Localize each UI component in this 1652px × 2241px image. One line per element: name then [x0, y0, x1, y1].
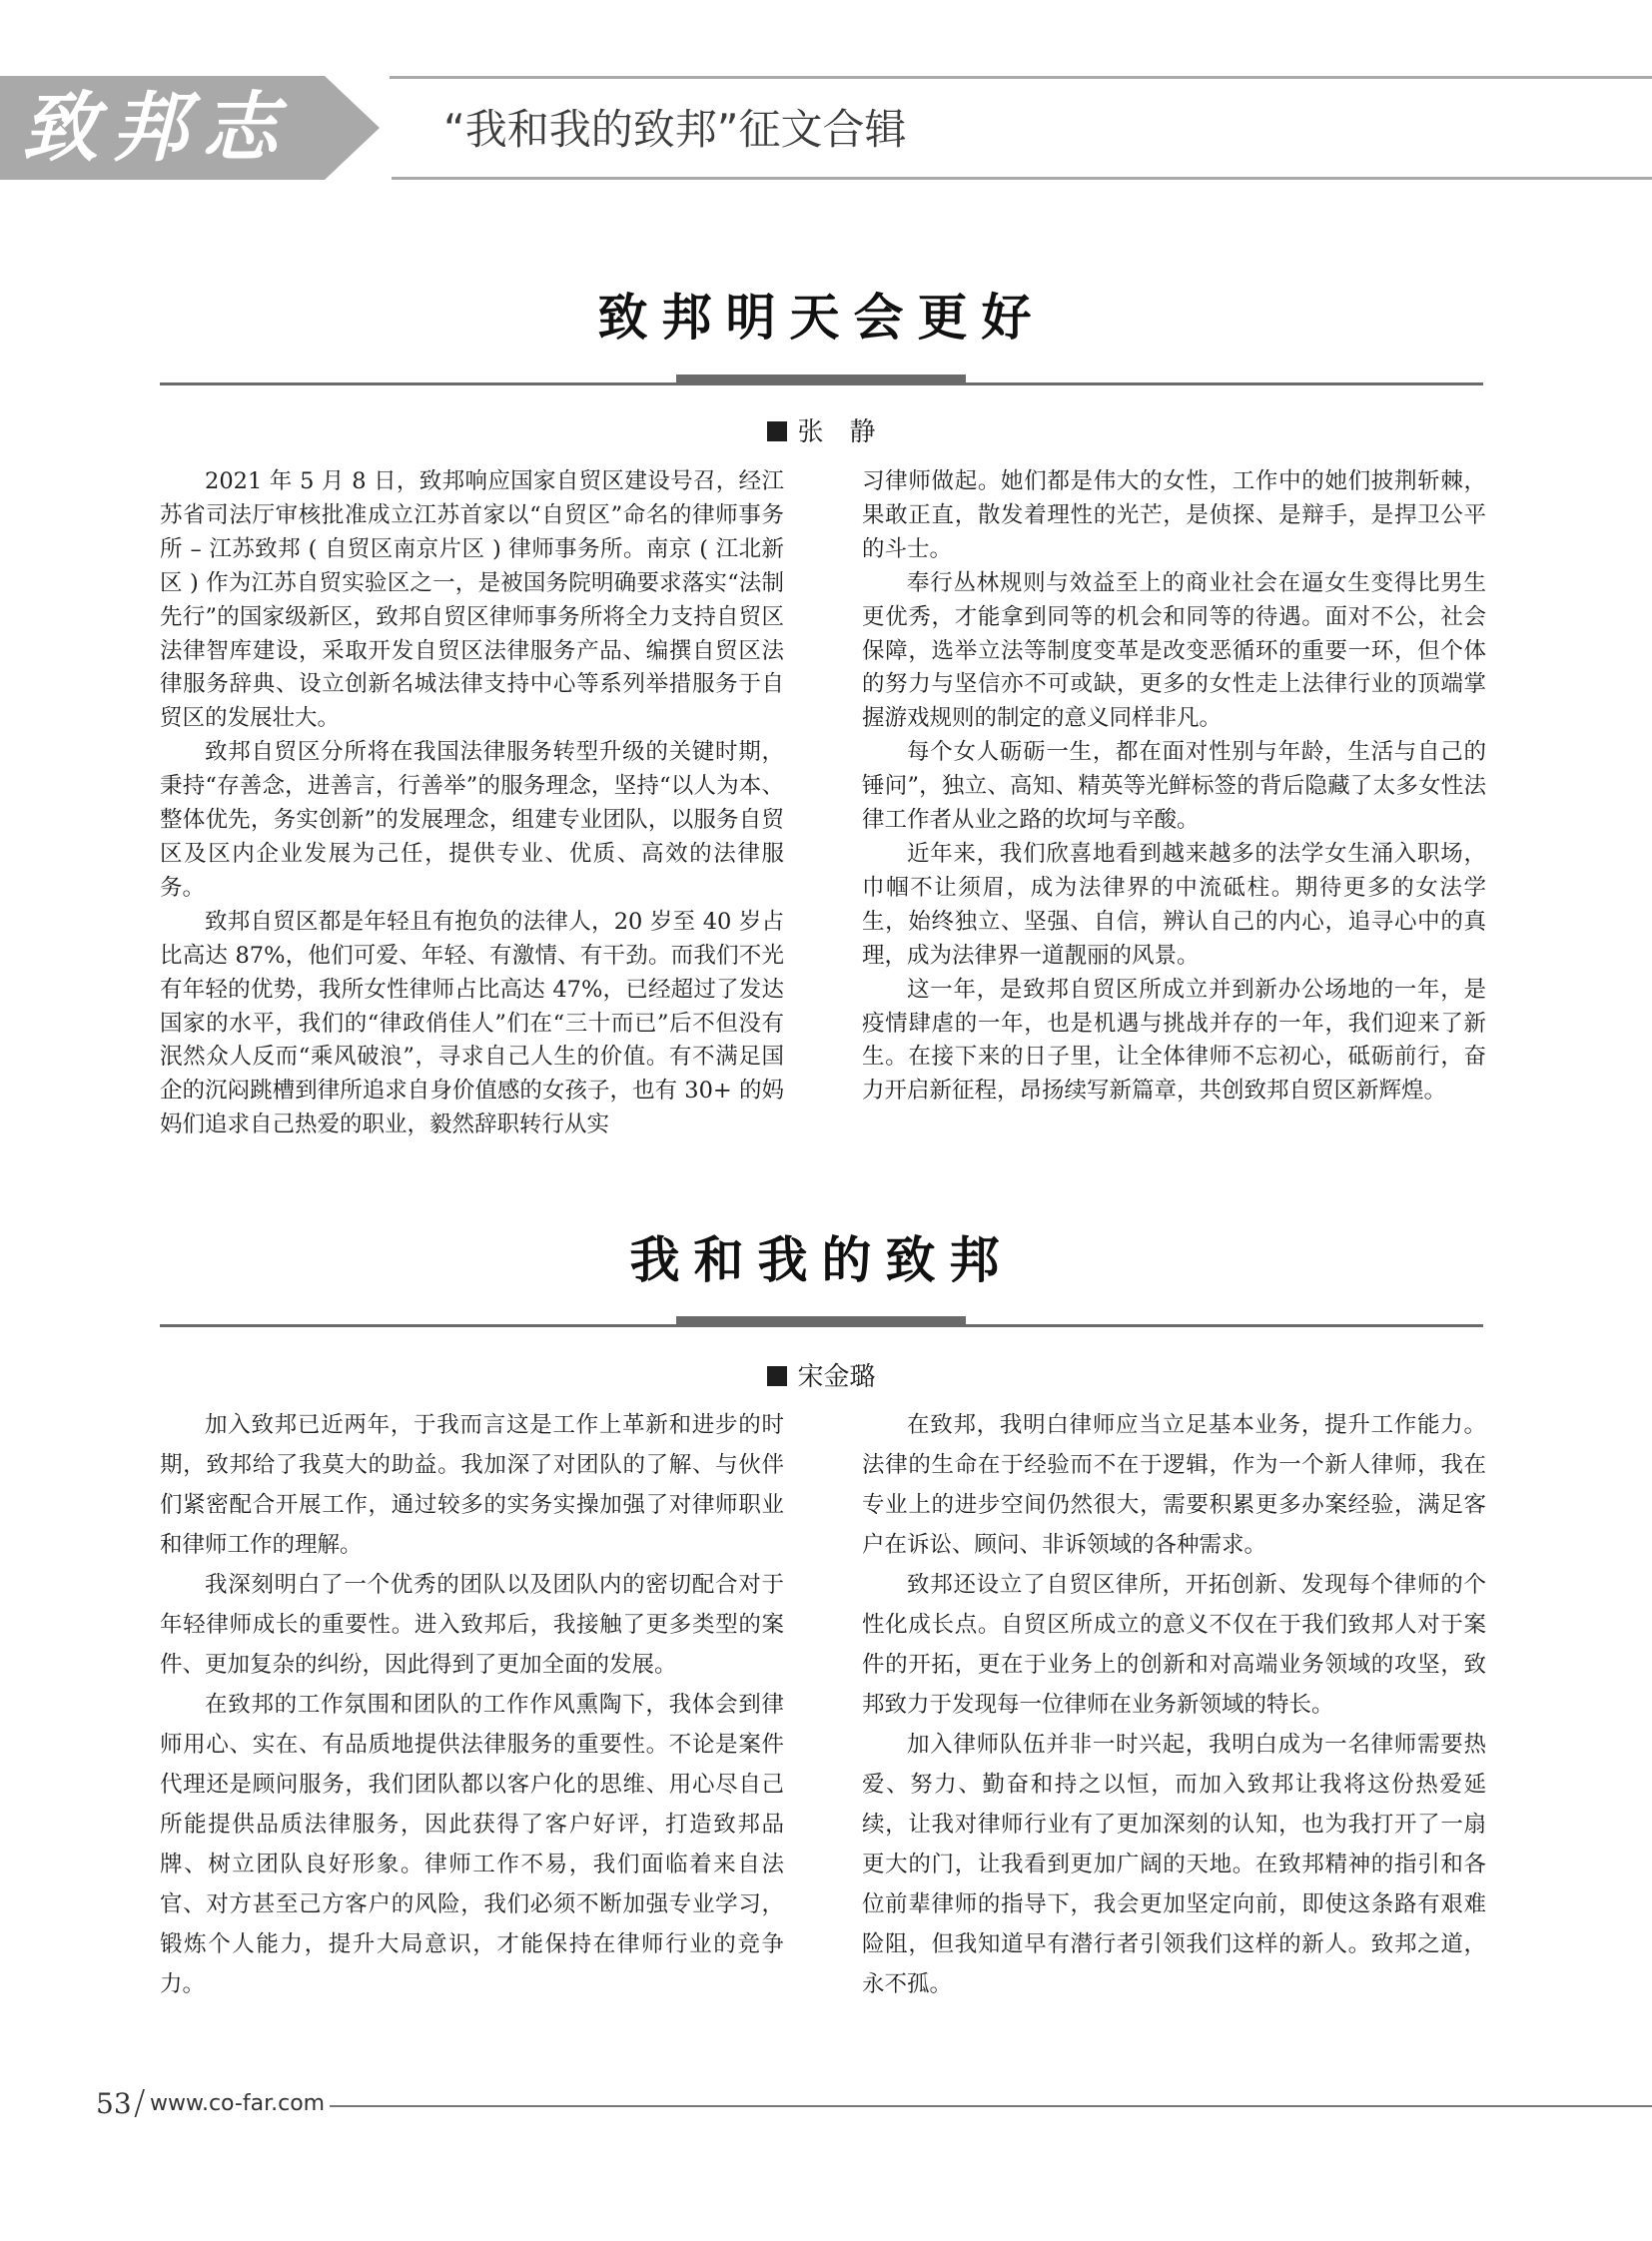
paragraph: 我深刻明白了一个优秀的团队以及团队内的密切配合对于年轻律师成长的重要性。进入致邦后，我接触了更多类型的案件、更加复杂的纠纷，因此得到了更加全面的发展。	[160, 1572, 784, 1678]
footer-separator: /	[134, 2083, 146, 2123]
footer-rule	[330, 2105, 1652, 2107]
title-rule-accent	[676, 374, 966, 385]
author-line	[160, 411, 1483, 448]
paragraph: 在致邦的工作氛围和团队的工作作风熏陶下，我体会到律师用心、实在、有品质地提供法律服务的重要性。不论是案件代理还是顾问服务，我们团队都以客户化的思维、用心尽自己所能提供品质法律服务，因此获得了客户好评，打造致邦品牌、树立团队良好形象。律师工作不易，我们面临着来自法官、对方甚至己方客户的风险，我们必须不断加强专业学习，锻炼个人能力，提升大局意识，才能保持在律师行业的竞争力。	[160, 1692, 784, 1997]
author-marker	[767, 1366, 787, 1386]
magazine-name: 致邦志	[22, 83, 292, 172]
article-column-right	[862, 465, 1486, 1109]
paragraph: 2021 年 5 月 8 日，致邦响应国家自贸区建设号召，经江苏省司法厅审核批准成立江苏首家以“自贸区”命名的律师事务所 – 江苏致邦 ( 自贸区南京片区 ) 律师事务所。南京 ( 江北新区 ) 作为江苏自贸实验区之一，是被国务院明确要求落实“法制先行”的国家级新区，致邦自贸区律师事务所将全力支持自贸区法律智库建设，采取开发自贸区法律服务产品、编撰自贸区法律服务辞典、设立创新名城法律支持中心等系列举措服务于自贸区的发展壮大。	[160, 468, 784, 732]
article-title: 我和我的致邦	[629, 1230, 1014, 1289]
paragraph: 奉行丛林规则与效益至上的商业社会在逼女生变得比男生更优秀，才能拿到同等的机会和同等的待遇。面对不公，社会保障，选举立法等制度变革是改变恶循环的重要一环，但个体的努力与坚信亦不可或缺，更多的女性走上法律行业的顶端掌握游戏规则的制定的意义同样非凡。	[862, 569, 1486, 732]
author-marker	[767, 421, 787, 441]
paragraph: 加入致邦已近两年，于我而言这是工作上革新和进步的时期，致邦给了我莫大的助益。我加深了对团队的了解、与伙伴们紧密配合开展工作，通过较多的实务实操加强了对律师职业和律师工作的理解。	[160, 1412, 784, 1558]
article-column-right	[862, 1405, 1486, 2004]
section-title: “我和我的致邦”征文合辑	[443, 105, 907, 154]
header-rule-top	[390, 76, 1652, 79]
header-rule-bottom	[392, 177, 1652, 180]
article-column-left	[160, 1405, 784, 2004]
paragraph: 这一年，是致邦自贸区所成立并到新办公场地的一年，是疫情肆虐的一年，也是机遇与挑战并存的一年，我们迎来了新生。在接下来的日子里，让全体律师不忘初心，砥砺前行，奋力开启新征程，昂扬续写新篇章，共创致邦自贸区新辉煌。	[862, 976, 1486, 1105]
title-rule-accent	[676, 1316, 966, 1327]
footer-url: www.co-far.com	[150, 2091, 326, 2116]
paragraph: 致邦自贸区分所将在我国法律服务转型升级的关键时期，秉持“存善念，进善言，行善举”的服务理念，坚持“以人为本、整体优先，务实创新”的发展理念，组建专业团队，以服务自贸区及区内企业发展为己任，提供专业、优质、高效的法律服务。	[160, 739, 784, 901]
page-number: 53	[96, 2087, 132, 2120]
article-title: 致邦明天会更好	[597, 288, 1046, 347]
article-column-left	[160, 465, 784, 1142]
paragraph: 致邦还设立了自贸区律所，开拓创新、发现每个律师的个性化成长点。自贸区所成立的意义不仅在于我们致邦人对于案件的开拓，更在于业务上的创新和对高端业务领域的攻坚，致邦致力于发现每一位律师在业务新领域的特长。	[862, 1572, 1486, 1718]
paragraph: 近年来，我们欣喜地看到越来越多的法学女生涌入职场，巾帼不让须眉，成为法律界的中流砥柱。期待更多的女法学生，始终独立、坚强、自信，辨认自己的内心，追寻心中的真理，成为法律界一道靓丽的风景。	[862, 840, 1486, 969]
author-name: 张 静	[797, 417, 876, 447]
paragraph: 在致邦，我明白律师应当立足基本业务，提升工作能力。法律的生命在于经验而不在于逻辑，作为一个新人律师，我在专业上的进步空间仍然很大，需要积累更多办案经验，满足客户在诉讼、顾问、非诉领域的各种需求。	[862, 1412, 1486, 1558]
author-name: 宋金璐	[797, 1362, 876, 1392]
paragraph-continued: 习律师做起。她们都是伟大的女性，工作中的她们披荆斩棘，果敢正直，散发着理性的光芒，是侦探、是辩手，是捍卫公平的斗士。	[862, 468, 1486, 562]
paragraph: 致邦自贸区都是年轻且有抱负的法律人，20 岁至 40 岁占比高达 87%，他们可爱、年轻、有激情、有干劲。而我们不光有年轻的优势，我所女性律师占比高达 47%，已经超过了发达国家的水平，我们的“律政俏佳人”们在“三十而已”后不但没有泯然众人反而“乘风破浪”，寻求自己人生的价值。有不满足国企的沉闷跳槽到律所追求自身价值感的女孩子，也有 30+ 的妈妈们追求自己热爱的职业，毅然辞职转行从实	[160, 908, 784, 1138]
author-line	[160, 1356, 1483, 1393]
paragraph: 每个女人砺砺一生，都在面对性别与年龄，生活与自己的锤问”，独立、高知、精英等光鲜标签的背后隐藏了太多女性法律工作者从业之路的坎坷与辛酸。	[862, 739, 1486, 834]
paragraph: 加入律师队伍并非一时兴起，我明白成为一名律师需要热爱、努力、勤奋和持之以恒，而加入致邦让我将这份热爱延续，让我对律师行业有了更加深刻的认知，也为我打开了一扇更大的门，让我看到更加广阔的天地。在致邦精神的指引和各位前辈律师的指导下，我会更加坚定向前，即使这条路有艰难险阻，但我知道早有潜行者引领我们这样的新人。致邦之道，永不孤。	[862, 1732, 1486, 1997]
